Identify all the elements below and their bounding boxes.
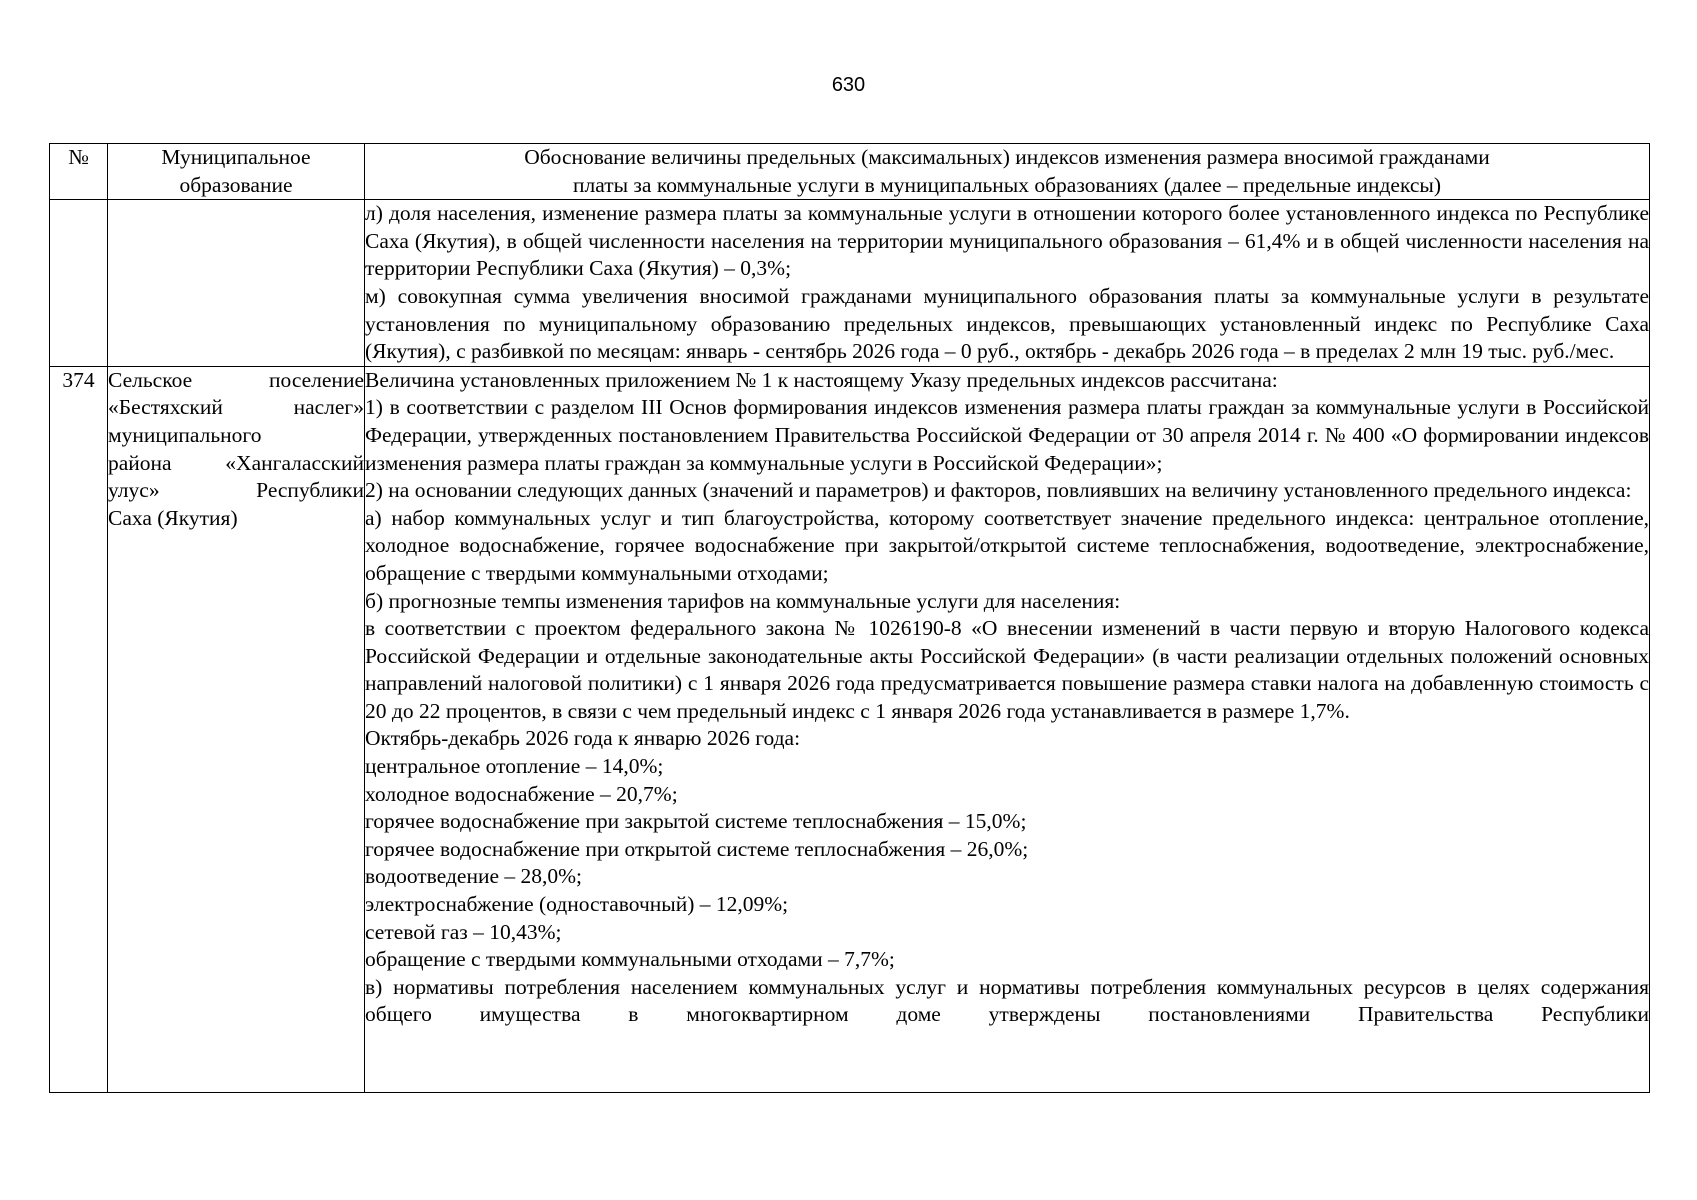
table-row-continuation xyxy=(50,200,1650,367)
intro-paragraph: Величина установленных приложением № 1 к настоящему Указу предельных индексов рассчитана: xyxy=(365,367,1278,392)
page-number: 630 xyxy=(831,74,866,96)
municipality-line: Сельское поселение xyxy=(108,367,364,392)
paragraph-item-2: 2) на основании следующих данных (значений и параметров) и факторов, повлиявших на величину установленного предельного индекса: xyxy=(365,478,1632,503)
header-municipality-line2: образование xyxy=(179,172,293,197)
header-number: № xyxy=(50,144,108,200)
header-justification-line2: платы за коммунальные услуги в муниципальных образованиях (далее – предельные индексы) xyxy=(573,172,1441,197)
table-row-374 xyxy=(50,366,1650,1092)
header-justification xyxy=(365,144,1650,200)
tariff-line: электроснабжение (одноставочный) – 12,09%; xyxy=(365,892,789,917)
paragraph-item-l: л) доля населения, изменение размера платы за коммунальные услуги в отношении которого более установленного индекса по Республике Саха (Якутия), в общей численности населения на территории муниципального образования – 61,4% и в общей численности населения на территории Республики Саха (Якутия) – 0,3%; xyxy=(365,201,1649,281)
tariff-line: центральное отопление – 14,0%; xyxy=(365,754,664,779)
municipality-line: района «Хангаласский xyxy=(108,450,364,475)
header-municipality xyxy=(108,144,365,200)
tariff-line: сетевой газ – 10,43%; xyxy=(365,919,562,944)
paragraph-item-b: б) прогнозные темпы изменения тарифов на коммунальные услуги для населения: xyxy=(365,588,1121,613)
municipality-cell xyxy=(108,366,365,1092)
tariff-line: горячее водоснабжение при закрытой системе теплоснабжения – 15,0%; xyxy=(365,809,1027,834)
justification-cell xyxy=(365,200,1650,367)
paragraph-item-v: в) нормативы потребления населением коммунальных услуг и нормативы потребления коммунальных ресурсов в целях содержания общего имущества в многоквартирном доме утверждены постановлениями Правительства Республики xyxy=(365,974,1649,1027)
municipality-line: муниципального xyxy=(108,422,262,447)
municipality-line: улус» Республики xyxy=(108,478,364,503)
row-number-cell xyxy=(50,200,108,367)
municipality-line: Саха (Якутия) xyxy=(108,505,238,530)
paragraph-vat: в соответствии с проектом федерального закона № 1026190-8 «О внесении изменений в части первую и вторую Налогового кодекса Российской Федерации и отдельные законодательные акты Российской Федерации» (в части реализации отдельных положений основных направлений налоговой политики) с 1 января 2026 года предусматривается повышение размера ставки налога на добавленную стоимость с 20 до 22 процентов, в связи с чем предельный индекс с 1 января 2026 года устанавливается в размере 1,7%. xyxy=(365,616,1649,723)
tariff-line: горячее водоснабжение при открытой системе теплоснабжения – 26,0%; xyxy=(365,836,1029,861)
period-label: Октябрь-декабрь 2026 года к январю 2026 года: xyxy=(365,726,801,751)
tariff-line: обращение с твердыми коммунальными отходами – 7,7%; xyxy=(365,947,895,972)
table-header-row xyxy=(50,144,1650,200)
paragraph-item-a: а) набор коммунальных услуг и тип благоустройства, которому соответствует значение предельного индекса: центральное отопление, холодное водоснабжение, горячее водоснабжение при закрытой/открытой системе теплоснабжения, водоотведение, электроснабжение, обращение с твердыми коммунальными отходами; xyxy=(365,505,1649,585)
paragraph-item-1: 1) в соответствии с разделом III Основ формирования индексов изменения размера платы граждан за коммунальные услуги в Российской Федерации, утвержденных постановлением Правительства Российской Федерации от 30 апреля 2014 г. № 400 «О формировании индексов изменения размера платы граждан за коммунальные услуги в Российской Федерации»; xyxy=(365,395,1649,475)
index-justification-table xyxy=(49,143,1650,1093)
header-justification-line1: Обоснование величины предельных (максимальных) индексов изменения размера вносимой гражданами xyxy=(524,145,1490,169)
municipality-cell xyxy=(108,200,365,367)
justification-cell xyxy=(365,366,1650,1092)
municipality-line: «Бестяхский наслег» xyxy=(108,395,364,420)
paragraph-item-m: м) совокупная сумма увеличения вносимой гражданами муниципального образования платы за коммунальные услуги в результате установления по муниципальному образованию предельных индексов, превышающих установленный индекс по Республике Саха (Якутия), с разбивкой по месяцам: январь - сентябрь 2026 года – 0 руб., октябрь - декабрь 2026 года – в пределах 2 млн 19 тыс. руб./мес. xyxy=(365,283,1649,364)
tariff-line: водоотведение – 28,0%; xyxy=(365,864,583,889)
header-municipality-line1: Муниципальное xyxy=(161,145,311,169)
row-number-cell: 374 xyxy=(50,366,108,1092)
tariff-line: холодное водоснабжение – 20,7%; xyxy=(365,781,678,806)
